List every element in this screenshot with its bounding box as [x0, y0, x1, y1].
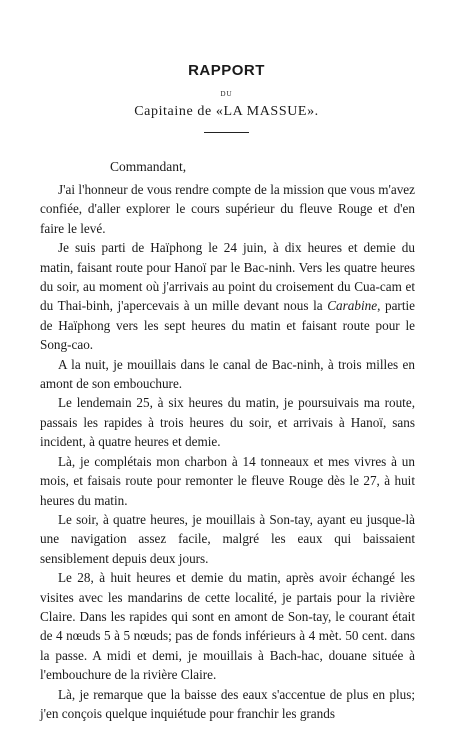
ship-name: Carabine — [327, 298, 378, 314]
paragraph-4: Le lendemain 25, à six heures du matin, je poursuivais ma route, passais les rapides à trois heures du soir, et arrivais à Hanoï, sans incident, à quatre heures et demie. — [40, 395, 415, 450]
paragraph-2: Je suis parti de Haïphong le 24 juin, à dix heures et demie du matin, faisant route pour Hanoï par le Bac-ninh. Vers les quatre heures du soir, au moment où j'arrivais au point du croisement du Cua-cam et du Thai-binh, j'apercevais à un mille devant nous la Carabine, partie de Haïphong vers les sept heures du matin et faisant route pour le Song-cao. — [40, 240, 415, 353]
report-body — [40, 180, 415, 723]
paragraph-8: Là, je remarque que la baisse des eaux s'accentue de plus en plus; j'en conçois quelque inquiétude pour franchir les grands — [40, 686, 415, 721]
paragraph-3: A la nuit, je mouillais dans le canal de Bac-ninh, à trois milles en amont de son embouchure. — [40, 356, 415, 392]
title-rule — [204, 132, 249, 133]
paragraph-7: Le 28, à huit heures et demie du matin, après avoir échangé les visites avec les mandarins de cette localité, je partais pour la rivière Claire. Dans les rapides qui sont en amont de Son-tay, le courant était de 4 nœuds 5 à 5 nœuds; pas de fonds inférieurs à 4 mèt. 50 cent. dans la passe. A midi et demi, je mouillais à Bach-hac, douane située à l'embouchure de la rivière Claire. — [40, 570, 415, 683]
report-title: RAPPORT — [188, 62, 265, 79]
paragraph-1: J'ai l'honneur de vous rendre compte de la mission que vous m'avez confiée, d'aller explorer le cours supérieur du fleuve Rouge et d'en faire le levé. — [40, 182, 415, 236]
title-connector: DU — [220, 90, 233, 98]
report-subtitle: Capitaine de «LA MASSUE». — [134, 104, 319, 119]
paragraph-6: Le soir, à quatre heures, je mouillais à Son-tay, ayant eu jusque-là une navigation assez facile, malgré les eaux qui baissaient sensiblement depuis deux jours. — [40, 511, 415, 566]
salutation: Commandant, — [110, 159, 187, 174]
paragraph-5: Là, je complétais mon charbon à 14 tonneaux et mes vivres à un mois, et faisais route pour remonter le fleuve Rouge dès le 27, à huit heures du matin. — [40, 453, 415, 508]
